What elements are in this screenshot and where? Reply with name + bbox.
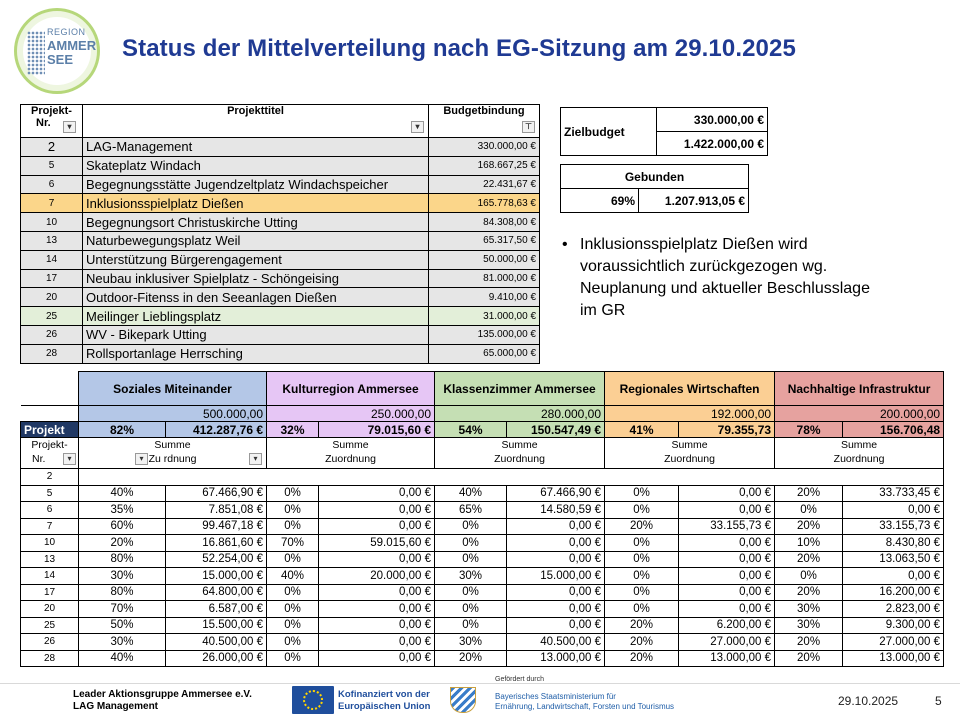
filter-dropdown-icon[interactable]: ▾ [411,121,424,133]
project-row [21,288,540,307]
share-percent: 20% [605,650,679,667]
share-percent: 0% [605,601,679,618]
category-klassenzimmer: Klassenzimmer Ammersee [435,372,605,406]
sum-kultur: 79.015,60 € [319,422,435,438]
share-amount: 2.823,00 € [843,601,944,618]
share-percent: 0% [267,551,319,568]
share-amount: 0,00 € [679,485,775,502]
sum-header-nachhaltig [775,438,944,469]
share-amount: 52.254,00 € [166,551,267,568]
share-percent: 0% [605,584,679,601]
category-kultur: Kulturregion Ammersee [267,372,435,406]
share-amount: 9.300,00 € [843,617,944,634]
share-amount: 26.000,00 € [166,650,267,667]
project-nr: 7 [21,194,83,213]
share-percent: 20% [775,485,843,502]
project-row [21,231,540,250]
share-amount: 0,00 € [319,518,435,535]
budget-klassenzimmer: 280.000,00 [435,406,605,422]
footer-date: 29.10.2025 [838,694,899,708]
share-percent: 30% [79,634,166,651]
region-ammersee-logo [14,8,100,94]
project-budget: 135.000,00 € [429,325,540,344]
distribution-table [20,371,944,667]
share-amount: 8.430,80 € [843,535,944,552]
share-percent: 0% [267,584,319,601]
share-percent: 0% [775,502,843,519]
distribution-row [21,502,944,519]
share-percent: 20% [775,650,843,667]
bavarian-ministry-text [495,692,674,712]
share-percent: 0% [267,634,319,651]
zielbudget-value2: 1.422.000,00 € [657,132,768,156]
share-amount: 15.500,00 € [166,617,267,634]
share-amount: 40.500,00 € [166,634,267,651]
project-table [20,104,540,364]
share-percent: 65% [435,502,507,519]
share-percent: 0% [435,518,507,535]
project-title: Unterstützung Bürgerengagement [83,250,429,269]
project-nr: 10 [21,535,79,552]
eu-line1: Kofinanziert von der [338,689,430,700]
projekt-label: Projekt [21,422,79,438]
share-percent: 30% [435,568,507,585]
distribution-row [21,617,944,634]
eu-line2: Europäischen Union [338,701,431,712]
share-amount: 33.155,73 € [843,518,944,535]
empty-cell [21,406,79,422]
project-nr: 26 [21,325,83,344]
share-percent: 20% [775,551,843,568]
zielbudget-value1: 330.000,00 € [657,108,768,132]
share-amount: 0,00 € [679,535,775,552]
share-percent: 30% [435,634,507,651]
project-title: Meilinger Lieblingsplatz [83,307,429,326]
distribution-row [21,650,944,667]
category-budget-row [21,406,944,422]
share-percent: 0% [267,601,319,618]
share-percent: 50% [79,617,166,634]
project-budget: 9.410,00 € [429,288,540,307]
project-budget: 22.431,67 € [429,175,540,194]
footer-organisation [73,689,252,713]
eu-cofinanced-text [338,689,430,713]
budget-soziales: 500.000,00 [79,406,267,422]
project-row [21,138,540,157]
share-percent: 20% [605,518,679,535]
category-nachhaltig: Nachhaltige Infrastruktur [775,372,944,406]
share-percent: 20% [605,617,679,634]
distribution-row [21,568,944,585]
pct-klassenzimmer: 54% [435,422,507,438]
project-title: Begegnungsort Christuskirche Utting [83,213,429,232]
note-text: Inklusionsspielplatz Dießen wird voraussichtlich zurückgezogen wg. Neuplanung und aktueller Beschlusslage im GR [580,236,870,319]
share-amount: 0,00 € [507,617,605,634]
sum-soziales: 412.287,76 € [166,422,267,438]
sum-header-l2: Zuordnung [494,453,545,465]
share-percent: 40% [79,485,166,502]
share-amount: 16.200,00 € [843,584,944,601]
share-percent: 30% [775,601,843,618]
gebunden-percent: 69% [561,189,639,213]
project-nr: 2 [21,138,83,157]
share-percent: 0% [775,568,843,585]
pct-kultur: 32% [267,422,319,438]
share-percent: 20% [79,535,166,552]
sum-header-l1: Summe [332,439,369,451]
header-project-title [83,105,429,138]
project-nr: 14 [21,568,79,585]
logo-line2: AMMER [47,38,97,53]
project-nr: 5 [21,156,83,175]
header-nr-l2: Nr. [32,453,46,465]
filter-active-icon[interactable]: ⊤ [522,121,535,133]
sub-header-row [21,438,944,469]
sum-header-l1: Summe [840,439,878,451]
project-budget: 81.000,00 € [429,269,540,288]
header-project-nr [21,438,79,469]
share-amount: 13.000,00 € [507,650,605,667]
eu-flag-icon [292,686,334,714]
distribution-row [21,601,944,618]
budget-kultur: 250.000,00 [267,406,435,422]
header-project-nr-l1: Projekt- [31,105,72,117]
project-nr: 20 [21,288,83,307]
share-percent: 0% [605,568,679,585]
project-row [21,325,540,344]
project-nr: 14 [21,250,83,269]
share-amount: 0,00 € [507,584,605,601]
share-amount: 59.015,60 € [319,535,435,552]
share-percent: 0% [267,650,319,667]
share-amount: 0,00 € [319,584,435,601]
ministry-line1: Bayerisches Staatsministerium für [495,692,616,701]
share-amount: 64.800,00 € [166,584,267,601]
share-amount: 13.063,50 € [843,551,944,568]
distribution-row [21,518,944,535]
project-budget: 84.308,00 € [429,213,540,232]
funded-by-text: Gefördert durch [495,676,545,683]
project-title: Outdoor-Fitenss in den Seeanlagen Dießen [83,288,429,307]
share-percent: 20% [775,634,843,651]
category-row [21,372,944,406]
share-percent: 0% [435,617,507,634]
share-amount: 0,00 € [679,568,775,585]
project-budget: 50.000,00 € [429,250,540,269]
zielbudget-box [560,107,768,156]
project-nr: 28 [21,344,83,363]
logo-line1: REGION [47,27,86,37]
bavaria-coat-of-arms-icon [438,686,488,714]
pct-soziales: 82% [79,422,166,438]
share-amount: 27.000,00 € [843,634,944,651]
share-amount: 13.000,00 € [679,650,775,667]
share-amount: 0,00 € [843,568,944,585]
project-row [21,344,540,363]
share-percent: 70% [79,601,166,618]
share-amount: 14.580,59 € [507,502,605,519]
project-row [21,250,540,269]
project-budget: 168.667,25 € [429,156,540,175]
share-percent: 20% [775,584,843,601]
header-project-title-label: Projekttitel [227,105,284,117]
share-percent: 20% [435,650,507,667]
project-row [21,194,540,213]
share-percent: 70% [267,535,319,552]
logo-line3: SEE [47,52,74,67]
share-amount: 0,00 € [679,601,775,618]
filter-dropdown-icon[interactable]: ▾ [249,453,262,465]
share-percent: 0% [267,485,319,502]
share-amount: 33.733,45 € [843,485,944,502]
budget-regional: 192.000,00 [605,406,775,422]
project-nr: 6 [21,502,79,519]
project-nr: 2 [21,469,79,486]
project-table-header [21,105,540,138]
share-amount: 0,00 € [679,584,775,601]
share-percent: 0% [605,502,679,519]
share-amount: 15.000,00 € [507,568,605,585]
sum-header-klassenzimmer [435,438,605,469]
sum-header-l2: Zuordnung [325,453,376,465]
share-amount: 6.200,00 € [679,617,775,634]
share-percent: 0% [435,584,507,601]
header-project-nr-l2: Nr. [36,117,51,129]
pct-nachhaltig: 78% [775,422,843,438]
project-nr: 13 [21,551,79,568]
sum-header-l2: Zu rdnung [148,453,197,465]
share-amount: 99.467,18 € [166,518,267,535]
project-nr: 25 [21,617,79,634]
share-percent: 10% [775,535,843,552]
share-amount: 16.861,60 € [166,535,267,552]
empty-corner [21,372,79,406]
project-budget: 330.000,00 € [429,138,540,157]
share-amount: 7.851,08 € [166,502,267,519]
share-amount: 67.466,90 € [507,485,605,502]
distribution-row [21,551,944,568]
project-budget: 65.317,50 € [429,231,540,250]
share-amount: 0,00 € [319,601,435,618]
share-amount: 0,00 € [319,502,435,519]
share-amount: 0,00 € [319,650,435,667]
distribution-row [21,535,944,552]
project-nr: 26 [21,634,79,651]
share-percent: 60% [79,518,166,535]
share-amount: 0,00 € [679,551,775,568]
project-title: Naturbewegungsplatz Weil [83,231,429,250]
distribution-row [21,469,944,486]
ministry-line2: Ernährung, Landwirtschaft, Forsten und Tourismus [495,702,675,711]
share-percent: 40% [79,650,166,667]
project-title: Neubau inklusiver Spielplatz - Schöngeising [83,269,429,288]
sum-nachhaltig: 156.706,48 [843,422,944,438]
share-amount: 40.500,00 € [507,634,605,651]
project-nr: 28 [21,650,79,667]
project-nr: 10 [21,213,83,232]
zielbudget-label: Zielbudget [561,108,657,156]
project-title: Begegnungsstätte Jugendzeltplatz Windachspeicher [83,175,429,194]
bullet-point-icon: • [562,236,568,253]
share-amount: 15.000,00 € [166,568,267,585]
sum-header-l2: Zuordnung [833,453,885,465]
sum-header-l1: Summe [671,439,708,451]
footer-divider [0,683,960,684]
share-amount: 13.000,00 € [843,650,944,667]
project-title: Inklusionsspielplatz Dießen [83,194,429,213]
project-budget: 31.000,00 € [429,307,540,326]
sum-header-kultur [267,438,435,469]
share-percent: 0% [605,485,679,502]
share-amount: 0,00 € [507,601,605,618]
share-percent: 20% [775,518,843,535]
share-amount: 0,00 € [319,634,435,651]
page-number: 5 [935,694,942,708]
category-soziales: Soziales Miteinander [79,372,267,406]
project-budget: 165.778,63 € [429,194,540,213]
project-row [21,175,540,194]
project-nr: 17 [21,269,83,288]
header-budget [429,105,540,138]
share-percent: 0% [605,551,679,568]
sum-header-l2: Zuordnung [664,453,715,465]
share-percent: 0% [267,502,319,519]
share-amount: 0,00 € [319,485,435,502]
header-nr-l1: Projekt- [31,439,68,451]
share-percent: 80% [79,551,166,568]
project-title: Skateplatz Windach [83,156,429,175]
share-percent: 0% [435,535,507,552]
gebunden-box [560,164,749,213]
project-row [21,213,540,232]
share-percent: 80% [79,584,166,601]
footer-org-line1: Leader Aktionsgruppe Ammersee e.V. [73,689,252,700]
share-percent: 30% [79,568,166,585]
share-amount: 0,00 € [507,535,605,552]
project-row [21,307,540,326]
project-title: Rollsportanlage Herrsching [83,344,429,363]
share-percent: 0% [605,535,679,552]
project-nr: 17 [21,584,79,601]
share-percent: 0% [435,551,507,568]
share-percent: 40% [267,568,319,585]
budget-nachhaltig: 200.000,00 [775,406,944,422]
share-percent: 0% [267,518,319,535]
share-amount: 0,00 € [507,551,605,568]
project-nr: 6 [21,175,83,194]
filter-dropdown-icon[interactable]: ▾ [63,453,76,465]
share-amount: 0,00 € [507,518,605,535]
project-nr: 5 [21,485,79,502]
share-amount: 0,00 € [319,617,435,634]
sum-header-l1: Summe [154,439,191,451]
filter-dropdown-icon[interactable]: ▾ [63,121,76,133]
gebunden-value: 1.207.913,05 € [639,189,749,213]
sum-header-l1: Summe [501,439,538,451]
share-amount: 67.466,90 € [166,485,267,502]
distribution-row [21,485,944,502]
project-nr: 13 [21,231,83,250]
project-row [21,156,540,175]
footer-org-line2: LAG Management [73,701,159,712]
share-percent: 30% [775,617,843,634]
sum-klassenzimmer: 150.547,49 € [507,422,605,438]
gebunden-label: Gebunden [561,165,749,189]
distribution-row [21,634,944,651]
filter-dropdown-icon[interactable]: ▾ [135,453,148,465]
share-percent: 0% [435,601,507,618]
share-amount: 6.587,00 € [166,601,267,618]
project-title: LAG-Management [83,138,429,157]
project-title: WV - Bikepark Utting [83,325,429,344]
share-percent: 40% [435,485,507,502]
project-nr: 20 [21,601,79,618]
sum-header-regional [605,438,775,469]
share-percent: 35% [79,502,166,519]
slide-title: Status der Mittelverteilung nach EG-Sitzung am 29.10.2025 [122,35,796,62]
share-percent: 0% [267,617,319,634]
header-budget-label: Budgetbindung [443,105,525,117]
share-amount: 0,00 € [319,551,435,568]
sum-regional: 79.355,73 [679,422,775,438]
sum-header-soziales [79,438,267,469]
share-percent: 20% [605,634,679,651]
distribution-row [21,584,944,601]
share-amount: 33.155,73 € [679,518,775,535]
header-project-nr [21,105,83,138]
share-amount: 0,00 € [679,502,775,519]
category-regional: Regionales Wirtschaften [605,372,775,406]
project-nr: 7 [21,518,79,535]
project-nr: 25 [21,307,83,326]
projekt-summary-row [21,422,944,438]
share-amount: 20.000,00 € [319,568,435,585]
share-amount: 27.000,00 € [679,634,775,651]
pct-regional: 41% [605,422,679,438]
share-amount: 0,00 € [843,502,944,519]
empty-row-cell [79,469,944,486]
project-row [21,269,540,288]
project-budget: 65.000,00 € [429,344,540,363]
